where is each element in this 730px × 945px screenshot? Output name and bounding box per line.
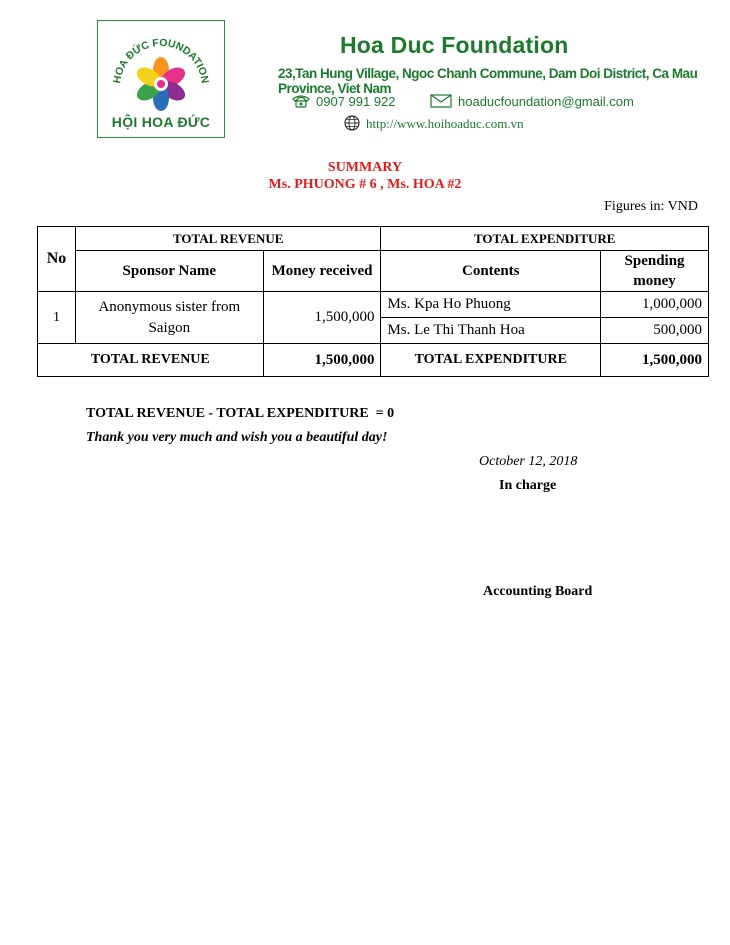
in-charge-label: In charge <box>499 478 557 493</box>
expense-amount: 1,000,000 <box>601 292 709 318</box>
total-expenditure-label: TOTAL EXPENDITURE <box>381 344 601 377</box>
telephone-icon <box>292 94 310 111</box>
summary-table <box>37 226 709 377</box>
email-address[interactable]: hoaducfoundation@gmail.com <box>458 94 634 109</box>
globe-icon <box>344 115 360 135</box>
currency-note: Figures in: VND <box>604 199 698 214</box>
col-header-total-revenue: TOTAL REVENUE <box>75 227 380 251</box>
col-header-total-expenditure: TOTAL EXPENDITURE <box>381 227 709 251</box>
organization-name: Hoa Duc Foundation <box>340 32 569 58</box>
expense-amount: 500,000 <box>601 318 709 344</box>
logo-name: HỘI HOA ĐỨC <box>111 114 211 130</box>
document-subtitle: Ms. PHUONG # 6 , Ms. HOA #2 <box>268 177 462 192</box>
expense-content: Ms. Le Thi Thanh Hoa <box>381 318 601 344</box>
website-link[interactable]: http://www.hoihoaduc.com.vn <box>366 115 524 131</box>
balance-statement: TOTAL REVENUE - TOTAL EXPENDITURE = 0 <box>86 406 395 421</box>
table-row <box>38 292 709 318</box>
website-row <box>344 115 524 135</box>
expense-content: Ms. Kpa Ho Phuong <box>381 292 601 318</box>
totals-row <box>38 344 709 377</box>
flower-emblem <box>134 57 189 111</box>
organization-address: 23,Tan Hung Village, Ngoc Chanh Commune, Dam Doi District, Ca Mau Province, Viet Nam <box>278 66 698 96</box>
document-title: SUMMARY <box>327 160 403 175</box>
phone-row <box>292 94 396 111</box>
accounting-board-label: Accounting Board <box>483 584 593 599</box>
table-subheader-row <box>38 251 709 292</box>
thank-you-note: Thank you very much and wish you a beautiful day! <box>86 430 388 445</box>
document-date: October 12, 2018 <box>479 454 578 469</box>
email-row <box>430 94 634 111</box>
table-header-row <box>38 227 709 251</box>
total-revenue-label: TOTAL REVENUE <box>38 344 264 377</box>
col-header-sponsor-name: Sponsor Name <box>75 251 263 292</box>
col-header-money-received: Money received <box>263 251 381 292</box>
envelope-icon <box>430 94 452 111</box>
row-number: 1 <box>38 292 76 344</box>
col-header-spending-money: Spending money <box>601 251 709 292</box>
col-header-contents: Contents <box>381 251 601 292</box>
sponsor-name: Anonymous sister from Saigon <box>75 292 263 344</box>
logo-arc-text: HOA ĐỨC FOUNDATION <box>111 36 211 85</box>
total-revenue-value: 1,500,000 <box>263 344 381 377</box>
phone-number: 0907 991 922 <box>316 94 396 109</box>
col-header-no: No <box>38 227 76 292</box>
money-received: 1,500,000 <box>263 292 381 344</box>
total-expenditure-value: 1,500,000 <box>601 344 709 377</box>
foundation-logo <box>97 20 225 138</box>
